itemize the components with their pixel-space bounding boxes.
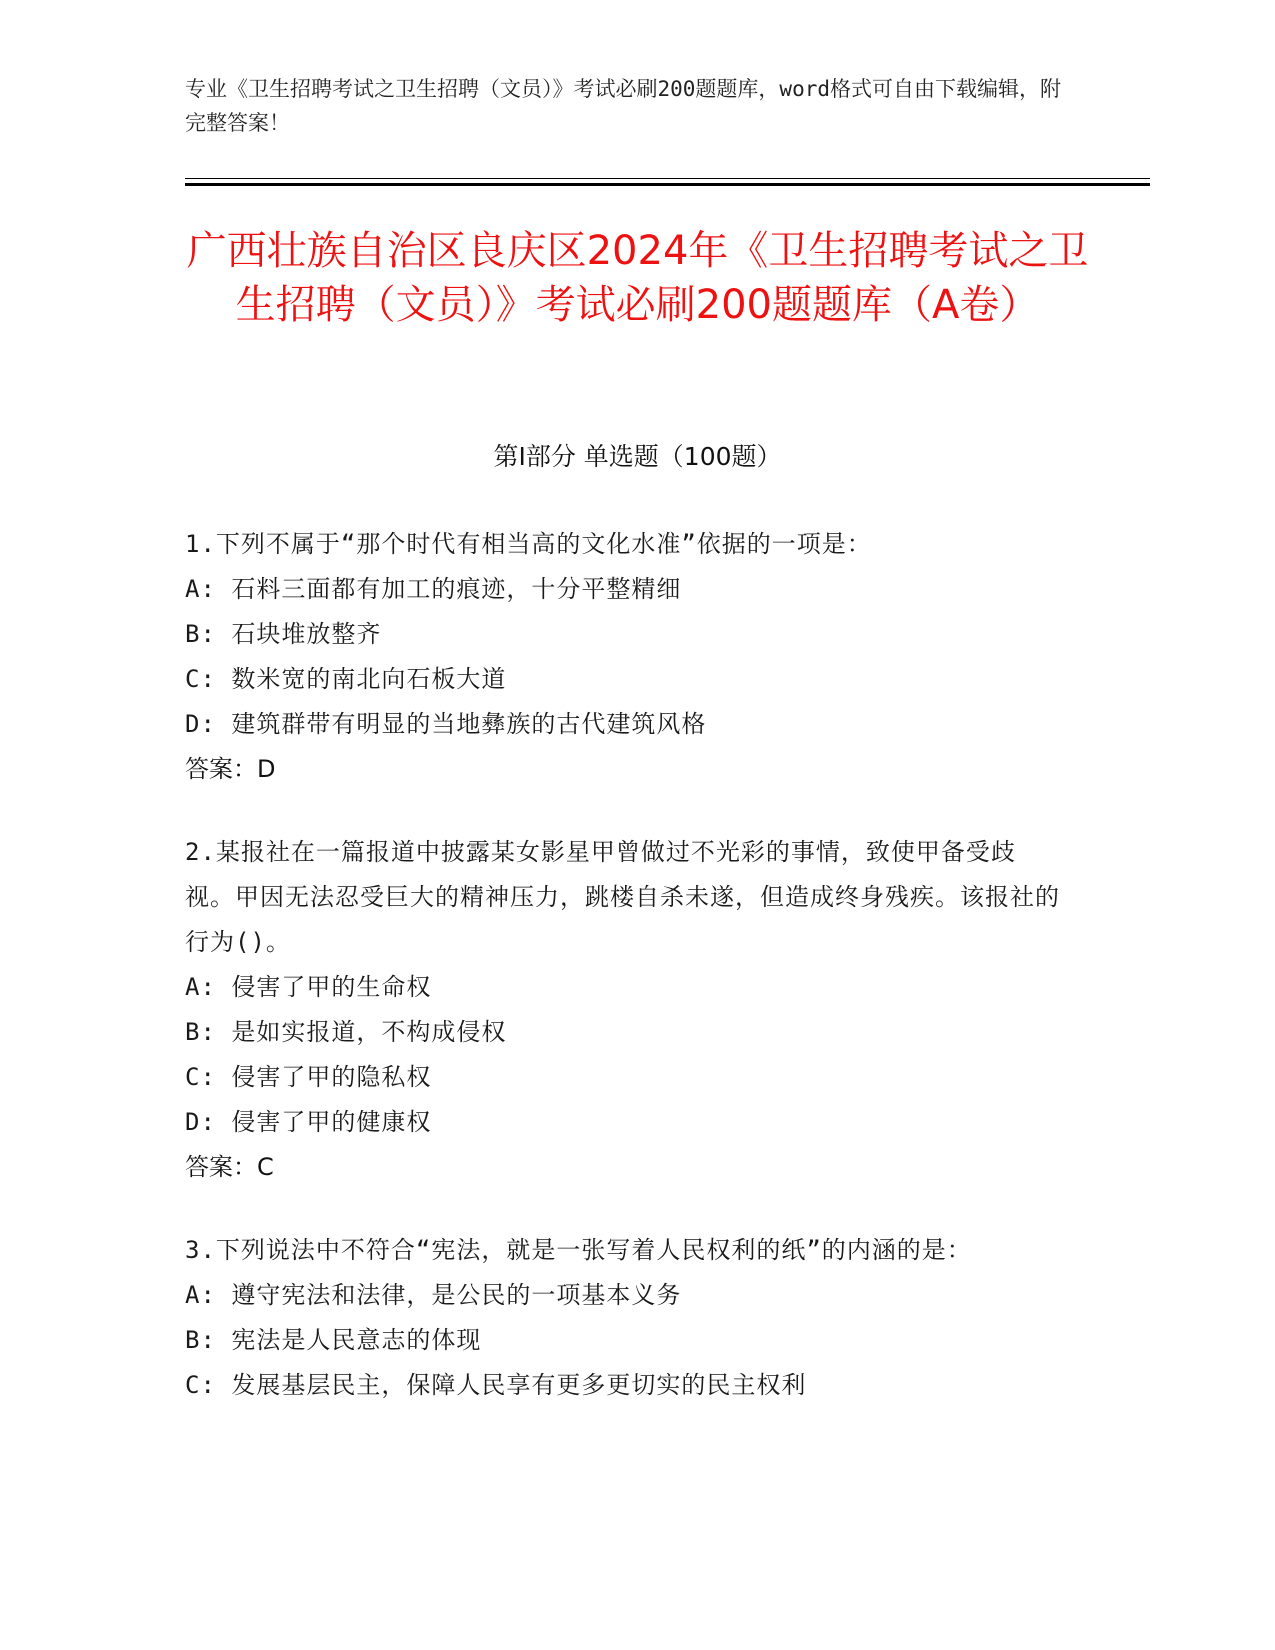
header-divider-thick <box>185 183 1150 186</box>
question-2 <box>185 830 1065 1190</box>
question-stem: 1.下列不属于“那个时代有相当高的文化水准”依据的一项是： <box>185 530 872 558</box>
question-option-b: B: 石块堆放整齐 <box>185 620 382 648</box>
question-option-b: B: 是如实报道，不构成侵权 <box>185 1018 507 1046</box>
question-option-d: D: 侵害了甲的健康权 <box>185 1108 432 1136</box>
header-divider-thin <box>185 178 1150 179</box>
question-3 <box>185 1228 1065 1408</box>
header-note: 专业《卫生招聘考试之卫生招聘（文员）》考试必刷200题题库，word格式可自由下载编辑，附完整答案！ <box>185 77 1061 135</box>
question-option-a: A: 遵守宪法和法律，是公民的一项基本义务 <box>185 1281 682 1309</box>
question-stem: 2.某报社在一篇报道中披露某女影星甲曾做过不光彩的事情，致使甲备受歧视。甲因无法忍受巨大的精神压力，跳楼自杀未遂，但造成终身残疾。该报社的行为()。 <box>185 838 1060 956</box>
document-title: 广西壮族自治区良庆区2024年《卫生招聘考试之卫生招聘（文员）》考试必刷200题题库（A卷） <box>186 228 1089 328</box>
question-1 <box>185 522 1065 792</box>
question-stem: 3.下列说法中不符合“宪法，就是一张写着人民权利的纸”的内涵的是： <box>185 1236 972 1264</box>
question-list <box>185 522 1065 1446</box>
question-option-d: D: 建筑群带有明显的当地彝族的古代建筑风格 <box>185 710 707 738</box>
question-option-c: C: 数米宽的南北向石板大道 <box>185 665 507 693</box>
section-heading: 第I部分 单选题（100题） <box>493 442 782 471</box>
question-answer: 答案：D <box>185 755 276 783</box>
question-option-a: A: 石料三面都有加工的痕迹，十分平整精细 <box>185 575 682 603</box>
question-option-c: C: 发展基层民主，保障人民享有更多更切实的民主权利 <box>185 1371 807 1399</box>
question-option-a: A: 侵害了甲的生命权 <box>185 973 432 1001</box>
question-option-b: B: 宪法是人民意志的体现 <box>185 1326 482 1354</box>
question-answer: 答案：C <box>185 1153 274 1181</box>
question-option-c: C: 侵害了甲的隐私权 <box>185 1063 432 1091</box>
